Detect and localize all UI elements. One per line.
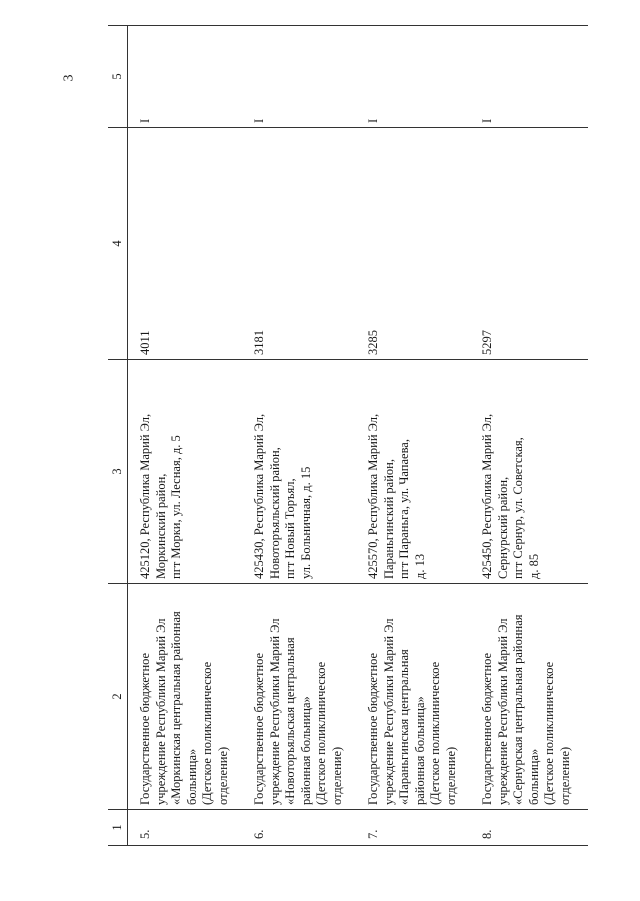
category-value: I [360,26,474,128]
institutions-table [108,25,588,846]
header-col-4: 4 [108,128,128,360]
row-number: 6. [246,810,360,846]
institution-address: 425430, Республика Марий Эл, Новоторъяльский район, пгт Новый Торъял, ул. Больничная, д. 15 [246,360,360,584]
category-value: I [128,26,247,128]
institution-name: Государственное бюджетное учреждение Республики Марий Эл «Моркинская центральная районная больница» (Детское поликлиническое отделение) [128,584,247,810]
institution-address: 425450, Республика Марий Эл, Сернурский район, пгт Сернур, ул. Советская, д. 85 [474,360,588,584]
institution-name: Государственное бюджетное учреждение Республики Марий Эл «Сернурская центральная районная больница» (Детское поликлиническое отделение) [474,584,588,810]
institution-address: 425570, Республика Марий Эл, Параньгинский район, пгт Параньга, ул. Чапаева, д. 13 [360,360,474,584]
rotated-table-container [108,26,616,846]
count-value: 5297 [474,128,588,360]
page-number: 3 [61,74,77,82]
header-col-3: 3 [108,360,128,584]
count-value: 3285 [360,128,474,360]
header-col-2: 2 [108,584,128,810]
table-header-row [108,26,128,846]
count-value: 3181 [246,128,360,360]
institution-name: Государственное бюджетное учреждение Республики Марий Эл «Новоторъяльская центральная районная больница» (Детское поликлиническое отделение) [246,584,360,810]
category-value: I [246,26,360,128]
row-number: 8. [474,810,588,846]
count-value: 4011 [128,128,247,360]
header-col-1: 1 [108,810,128,846]
row-number: 7. [360,810,474,846]
header-col-5: 5 [108,26,128,128]
institution-name: Государственное бюджетное учреждение Республики Марий Эл «Параньгинская центральная районная больница» (Детское поликлиническое отделение) [360,584,474,810]
table-row [360,26,474,846]
category-value: I [474,26,588,128]
table-row [128,26,247,846]
row-number: 5. [128,810,247,846]
table-row [474,26,588,846]
table-row [246,26,360,846]
institution-address: 425120, Республика Марий Эл, Моркинский район, пгт Морки, ул. Лесная, д. 5 [128,360,247,584]
